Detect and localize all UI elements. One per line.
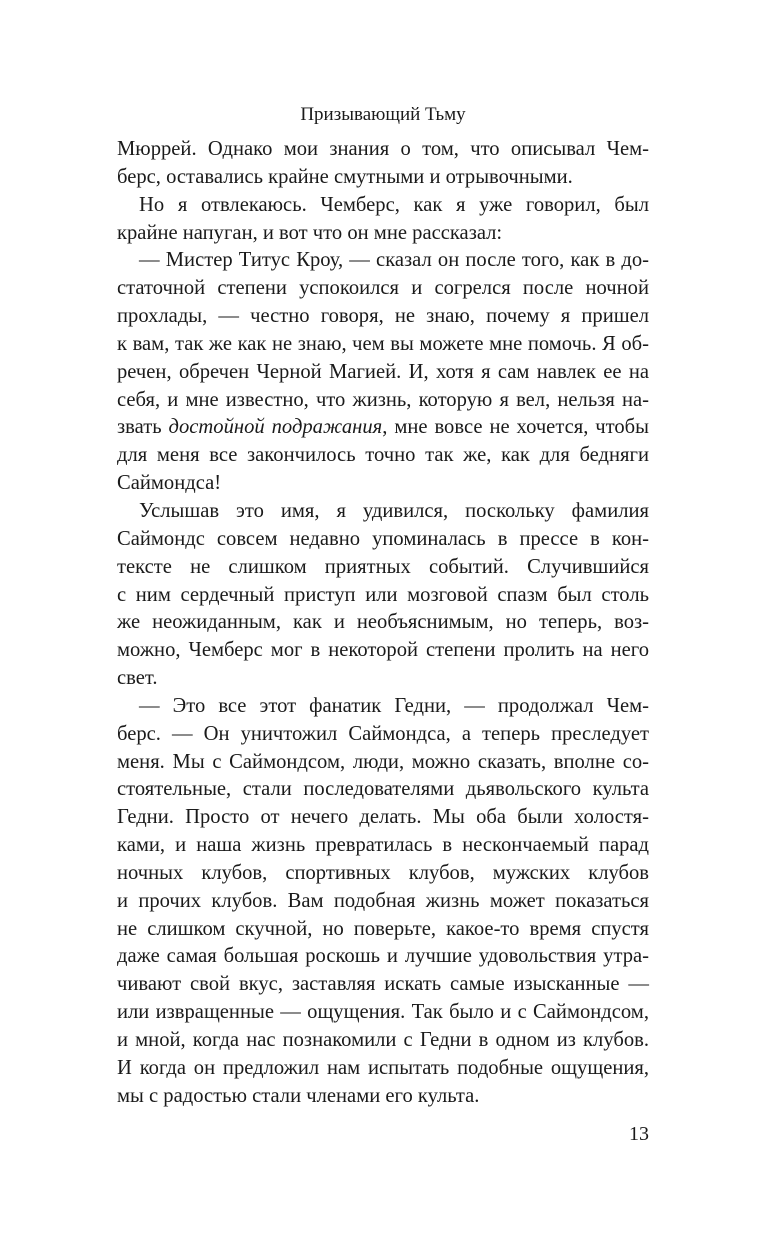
text-line: берс, оставались крайне смутными и отрывочными. <box>117 165 573 188</box>
text-line: и мной, когда нас познакомили с Гедни в одном из клубов. <box>117 1029 649 1051</box>
text-line: Саймондса! <box>117 472 222 495</box>
text-line: Мюррей. Однако мои знания о том, что описывал Чем- <box>117 138 649 160</box>
text-line: Саймондс совсем недавно упоминалась в прессе в кон- <box>117 527 649 550</box>
text-segment: звать <box>117 416 169 439</box>
text-line: Гедни. Просто от нечего делать. Мы оба были холостя- <box>117 806 649 829</box>
text-line: берс. — Он уничтожил Саймондса, а теперь преследует <box>117 722 649 745</box>
italic-phrase: достойной подражания <box>168 416 383 439</box>
text-segment: , мне вовсе не хочется, чтобы <box>382 416 649 439</box>
text-line: тексте не слишком приятных событий. Случившийся <box>117 555 649 578</box>
text-line: крайне напуган, и вот что он мне рассказал: <box>117 221 503 244</box>
text-line: же неожиданным, как и необъяснимым, но теперь, воз- <box>117 611 649 634</box>
text-line: можно, Чемберс мог в некоторой степени пролить на него <box>117 639 649 662</box>
text-line <box>117 414 649 442</box>
text-line: Но я отвлекаюсь. Чемберс, как я уже говорил, был <box>139 193 649 216</box>
text-line: ночных клубов, спортивных клубов, мужских клубов <box>117 861 649 884</box>
text-line: с ним сердечный приступ или мозговой спазм был столь <box>117 583 649 606</box>
book-page <box>117 0 649 1241</box>
text-line: мы с радостью стали членами его культа. <box>117 1084 480 1107</box>
text-line: или извращенные — ощущения. Так было и с Саймондсом, <box>117 1001 649 1024</box>
text-line: ками, и наша жизнь превратилась в нескончаемый парад <box>117 834 649 857</box>
text-line: Услышав это имя, я удивился, поскольку фамилия <box>139 499 649 522</box>
text-line: не слишком скучной, но поверьте, какое-то время спустя <box>117 917 649 940</box>
text-line: себя, и мне известно, что жизнь, которую я вел, нельзя на- <box>117 388 649 411</box>
text-line: даже самая большая роскошь и лучшие удовольствия утра- <box>117 945 649 968</box>
text-line: для меня все закончилось точно так же, как для бедняги <box>117 444 649 467</box>
text-line: стоятельные, стали последователями дьявольского культа <box>117 778 649 801</box>
body-text <box>117 136 649 1111</box>
running-head: Призывающий Тьму <box>300 104 466 125</box>
text-line: — Мистер Титус Кроу, — сказал он после того, как в до- <box>139 249 649 272</box>
text-line: И когда он предложил нам испытать подобные ощущения, <box>117 1056 649 1079</box>
text-line: к вам, так же как не знаю, чем вы можете мне помочь. Я об- <box>117 332 649 355</box>
text-line: — Это все этот фанатик Гедни, — продолжал Чем- <box>139 694 649 717</box>
text-line: и прочих клубов. Вам подобная жизнь может показаться <box>117 889 649 912</box>
text-line: речен, обречен Черной Магией. И, хотя я сам навлек ее на <box>117 360 649 383</box>
text-line: статочной степени успокоился и согрелся после ночной <box>117 277 649 300</box>
page-number: 13 <box>629 1123 649 1145</box>
text-line: меня. Мы с Саймондсом, люди, можно сказать, вполне со- <box>117 750 649 773</box>
text-line: чивают свой вкус, заставляя искать самые изысканные — <box>117 973 649 996</box>
text-line: прохлады, — честно говоря, не знаю, почему я пришел <box>117 305 649 328</box>
text-line: свет. <box>117 667 158 690</box>
